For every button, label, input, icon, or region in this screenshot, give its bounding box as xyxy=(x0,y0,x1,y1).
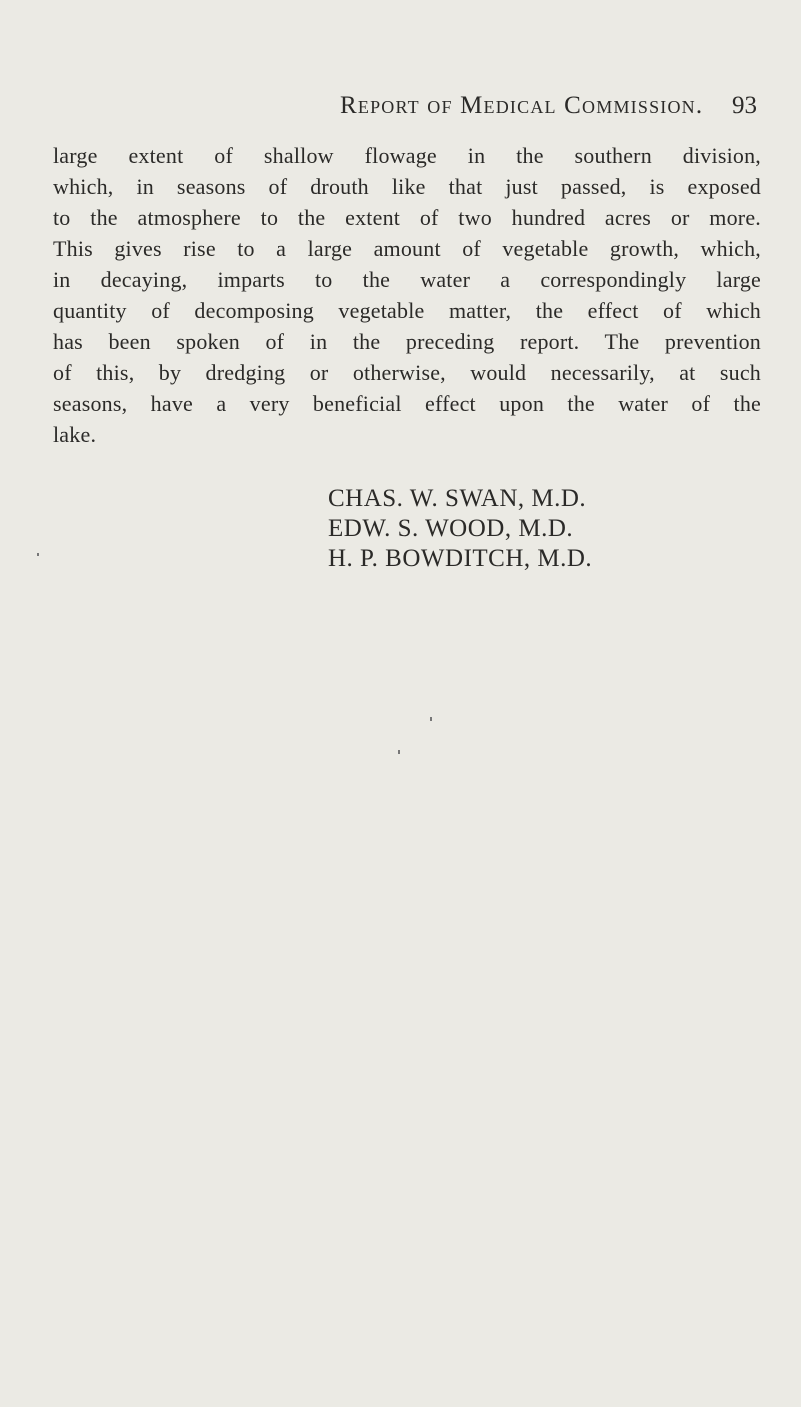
text-line: of this, by dredging or otherwise, would necessarily, at such xyxy=(53,360,761,385)
signature: EDW. S. WOOD, M.D. xyxy=(328,515,574,542)
signature: CHAS. W. SWAN, M.D. xyxy=(328,485,587,512)
text-line: which, in seasons of drouth like that just passed, is exposed xyxy=(53,174,761,199)
body-paragraph xyxy=(53,140,761,450)
running-title: Report of Medical Commission. xyxy=(340,92,704,119)
paper-speck xyxy=(398,750,400,754)
text-line: quantity of decomposing vegetable matter, the effect of which xyxy=(53,298,761,323)
paper-speck xyxy=(37,553,39,556)
text-line: seasons, have a very beneficial effect upon the water of the xyxy=(53,391,761,416)
running-head xyxy=(0,92,801,132)
text-line: to the atmosphere to the extent of two hundred acres or more. xyxy=(53,205,761,230)
page-number: 93 xyxy=(732,92,757,119)
text-line: in decaying, imparts to the water a correspondingly large xyxy=(53,267,761,292)
text-line: large extent of shallow flowage in the southern division, xyxy=(53,143,761,168)
text-line: This gives rise to a large amount of vegetable growth, which, xyxy=(53,236,761,261)
text-line: has been spoken of in the preceding report. The prevention xyxy=(53,329,761,354)
paper-speck xyxy=(430,717,432,721)
text-line: lake. xyxy=(53,422,97,447)
signature: H. P. BOWDITCH, M.D. xyxy=(328,545,593,572)
signature-block xyxy=(328,484,592,574)
